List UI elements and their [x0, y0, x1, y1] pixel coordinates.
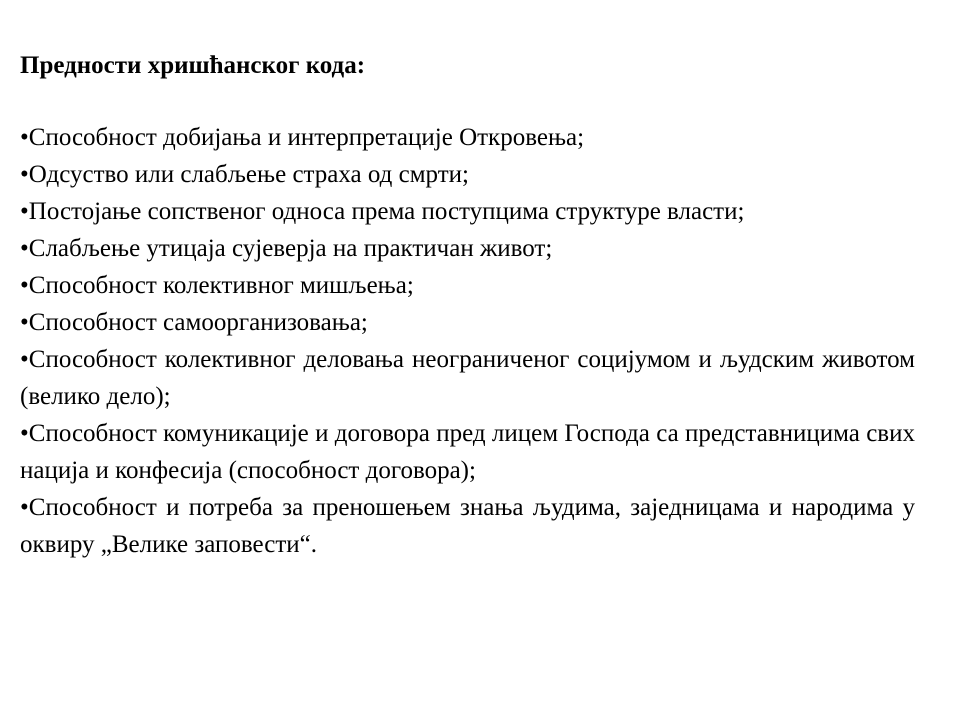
- bullet-text: Слабљење утицаја сујеверја на практичан живот;: [28, 235, 553, 262]
- bullet-text: Способност самоорганизовања;: [28, 309, 368, 336]
- bullet-text: Способност колективног мишљења;: [28, 272, 414, 299]
- bullet-glyph: •: [20, 420, 29, 447]
- bullet-text: Способност добијања и интерпретације Откровења;: [28, 124, 585, 151]
- bullet-item: [20, 267, 915, 304]
- bullet-glyph: •: [20, 124, 29, 151]
- bullet-glyph: •: [20, 272, 29, 299]
- bullet-text: Способност колективног деловања неограниченог социјумом и људским животом (велико дело);: [20, 346, 915, 410]
- bullet-item: [20, 304, 915, 341]
- bullet-glyph: •: [20, 161, 29, 188]
- spacer: [20, 84, 915, 119]
- bullet-glyph: •: [20, 235, 29, 262]
- bullet-text: Способност и потреба за преношењем знања људима, заједницама и народима у оквиру „Велике заповести“.: [20, 494, 915, 558]
- bullet-glyph: •: [20, 309, 29, 336]
- bullet-item: [20, 119, 915, 156]
- bullet-item: [20, 156, 915, 193]
- bullet-glyph: •: [20, 346, 29, 373]
- bullet-text: Одсуство или слабљење страха од смрти;: [28, 161, 469, 188]
- slide-content: [20, 48, 915, 563]
- bullet-text: Способност комуникације и договора пред лицем Господа са представницима свих нација и конфесија (способност договора);: [20, 420, 915, 484]
- bullet-item: [20, 193, 915, 230]
- bullet-item: [20, 415, 915, 489]
- bullet-glyph: •: [20, 198, 29, 225]
- bullet-item: [20, 230, 915, 267]
- bullet-list: [20, 119, 915, 563]
- bullet-item: [20, 341, 915, 415]
- slide-heading: Предности хришћанског кода:: [20, 52, 366, 79]
- bullet-text: Постојање сопственог односа према поступцима структуре власти;: [28, 198, 745, 225]
- bullet-glyph: •: [20, 494, 29, 521]
- bullet-item: [20, 489, 915, 563]
